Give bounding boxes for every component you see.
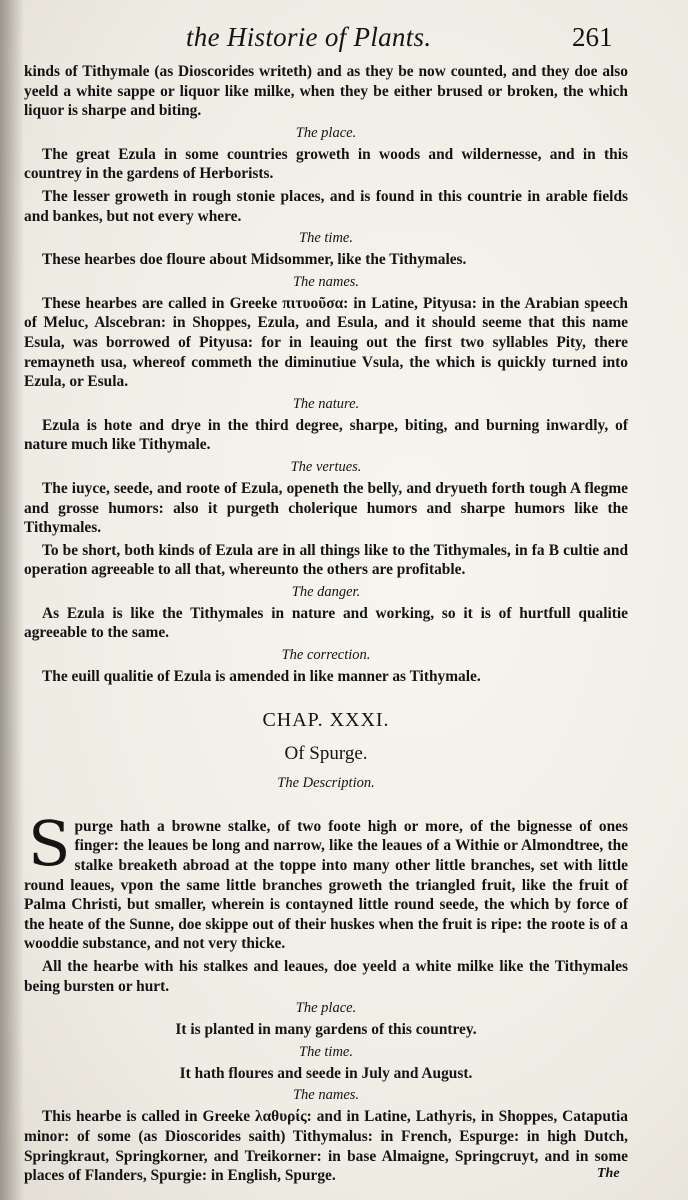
paragraph: The iuyce, seede, and roote of Ezula, openeth the belly, and dryueth forth tough A flegme and grosse humors: also it purgeth cholerique humors and sharpe humors like the Tithymales. [24, 479, 628, 537]
section-heading: The time. [299, 1043, 353, 1060]
section-heading: The nature. [292, 395, 360, 412]
section-heading: The names. [292, 273, 360, 290]
gutter-shadow [0, 0, 24, 1200]
section-heading: The vertues. [290, 458, 362, 475]
page-body [24, 62, 628, 1189]
section-heading: The correction. [281, 647, 371, 664]
paragraph: The lesser groweth in rough stonie places, and is found in this countrie in arable fields and bankes, but not every where. [24, 187, 628, 225]
paragraph: As Ezula is like the Tithymales in nature and working, so it is of hurtfull qualitie agreeable to the same. [24, 604, 628, 642]
paragraph-text: purge hath a browne stalke, of two foote high or more, of the bignesse of ones finger: the leaues be long and narrow, like the leaues of a Withie or Almondtree, the stalke breaketh abroad at the toppe into many other little branches, set with little round leaues, vpon the same little branches groweth the triangled fruit, like the fruit of Palma Christi, but smaller, wherein is contayned little round seede, the which by force of the heate of the Sunne, doe skippe out of their huskes when the fruit is ripe: the roote is of a wooddie substance, and not very thicke. [24, 817, 628, 953]
catchword: The [597, 1166, 620, 1181]
section-heading: The time. [299, 230, 353, 247]
chapter-number: CHAP. XXXI. [262, 708, 390, 731]
running-head: the Historie of Plants. [186, 22, 432, 52]
paragraph: It hath floures and seede in July and August. [179, 1064, 473, 1082]
drop-capital: S [28, 806, 71, 880]
paragraph: kinds of Tithymale (as Dioscorides writeth) and as they be now counted, and they doe also yeeld a white sappe or liquor like milke, when they be either brused or broken, the which liquor is sharpe and biting. [24, 63, 628, 120]
section-heading: The danger. [291, 583, 361, 600]
paragraph: These hearbes are called in Greeke πιτυοῦσα: in Latine, Pityusa: in the Arabian speech of Meluc, Alscebran: in Shoppes, Ezula, and Esula, and it should seeme that this name Esula, was borrowed of Pityusa: for in leauing out the first two syllables Pity, there remayneth usa, whereof commeth the diminutiue Vsula, the which is quickly turned into Ezula, or Esula. [24, 294, 628, 391]
paragraph: The great Ezula in some countries groweth in woods and wildernesse, and in this countrey in the gardens of Herborists. [24, 145, 628, 183]
paragraph: To be short, both kinds of Ezula are in all things like to the Tithymales, in fa B cultie and operation agreeable to all that, whereunto the others are profitable. [24, 541, 628, 579]
section-heading: The place. [295, 124, 357, 141]
paragraph: It is planted in many gardens of this countrey. [175, 1021, 477, 1039]
section-heading: The place. [295, 1000, 357, 1017]
section-heading: The names. [292, 1087, 360, 1104]
paragraph: The euill qualitie of Ezula is amended in like manner as Tithymale. [42, 668, 481, 686]
description-paragraph [24, 806, 628, 954]
paragraph: These hearbes doe floure about Midsommer, like the Tithymales. [42, 251, 467, 269]
paragraph: All the hearbe with his stalkes and leaues, doe yeeld a white milke like the Tithymales being bursten or hurt. [24, 958, 628, 995]
paragraph: This hearbe is called in Greeke λαθυρίς: and in Latine, Lathyris, in Shoppes, Cataputia minor: of some (as Dioscorides saith) Tithymalus: in French, Espurge: in high Dutch, Springkraut, Springkorner, and Treikorner: in base Almaigne, Springcruyt, and in some places of Flanders, Spurgie: in English, Spurge. [24, 1108, 628, 1185]
paragraph: Ezula is hote and drye in the third degree, sharpe, biting, and burning inwardly, of nature much like Tithymale. [24, 416, 628, 454]
page-number: 261 [572, 22, 613, 52]
section-heading: The Description. [277, 774, 375, 791]
page-header [0, 22, 688, 58]
chapter-title: Of Spurge. [284, 743, 368, 765]
